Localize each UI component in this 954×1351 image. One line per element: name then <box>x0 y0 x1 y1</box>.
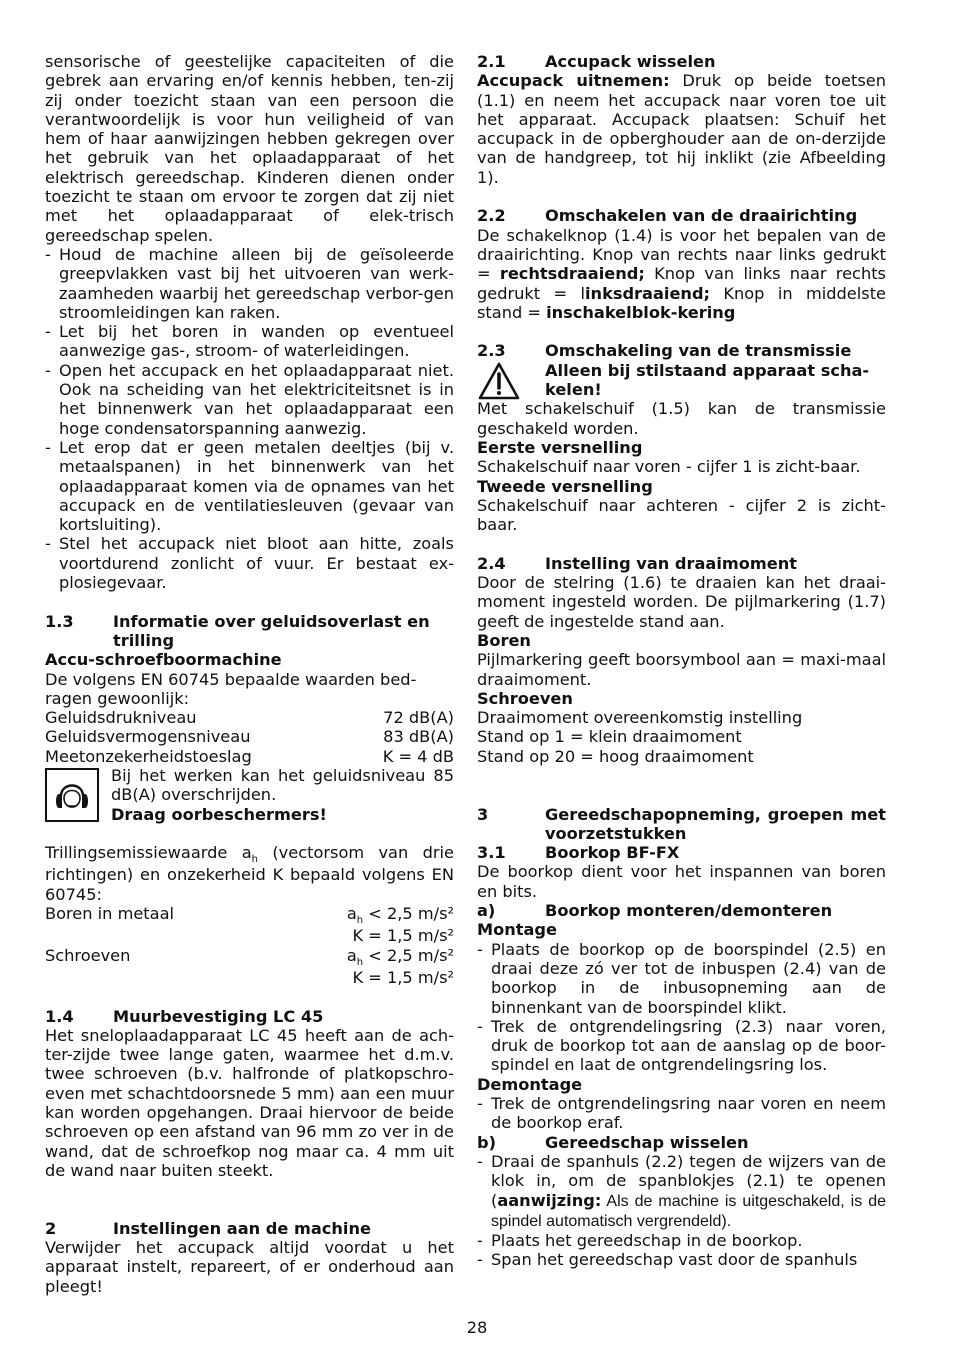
warning-text: Alleen bij stilstaand apparaat scha-kelen! <box>545 360 870 400</box>
first-gear-heading: Eerste versnelling <box>477 437 643 457</box>
list-item: - Let erop dat er geen metalen deeltjes (bij v. metaalspanen) in het binnenwerk van het oplaadapparaat komen via de opnames van het accupack en de ventilatiesleuven (gevaar van kortsluiting). <box>45 437 454 535</box>
list-item: - Draai de spanhuls (2.2) tegen de wijzers van de klok in, om de spanblokjes (2.1) te openen (aanwijzing: Als de machine is uitgeschakeld, is de spindel automatisch vergrendeld). <box>477 1151 886 1230</box>
section-heading-1-4: 1.4 Muurbevestiging LC 45 <box>45 1006 324 1026</box>
section-heading-2-4: 2.4 Instelling van draaimoment <box>477 553 797 573</box>
list-item: - Stel het accupack niet bloot aan hitte, zoals voortdurend zonlicht of vuur. Er bestaat ex-plosiegevaar. <box>45 534 454 593</box>
section-heading-2: 2 Instellingen aan de machine <box>45 1218 371 1238</box>
ear-protection-icon <box>45 768 99 822</box>
left-column <box>45 52 454 1296</box>
section-heading-3-1: 3.1 Boorkop BF-FX <box>477 843 680 863</box>
right-column <box>477 52 886 1270</box>
noise-warning-text: Bij het werken kan het geluidsniveau 85 dB(A) overschrijden. <box>111 765 454 805</box>
screwing-heading: Schroeven <box>477 688 573 708</box>
list-item: - Trek de ontgrendelingsring (2.3) naar voren, druk de boorkop tot aan de aanslag op de boor-spindel en laat de ontgrendelingsring los. <box>477 1016 886 1075</box>
noise-row: Geluidsdrukniveau 72 dB(A) <box>45 708 454 728</box>
section-heading-b: b) Gereedschap wisselen <box>477 1132 749 1152</box>
noise-warning-bold: Draag oorbeschermers! <box>111 804 327 824</box>
vibration-row: Schroeven $a_h < 2,5$ m/s² K = 1,5 m/s² <box>45 945 454 987</box>
ear-protection-notice <box>45 766 454 824</box>
torque-text: Door de stelring (1.6) te draaien kan het draai-moment ingesteld worden. De pijlmarkering (1.7) geeft de ingestelde stand aan. <box>477 573 886 631</box>
drilling-heading: Boren <box>477 630 531 650</box>
noise-row: Geluidsvermogensniveau 83 dB(A) <box>45 727 454 747</box>
rotation-text: De schakelknop (1.4) is voor het bepalen van de draairichting. Knop van rechts naar links gedrukt = rechtsdraaiend; Knop van links naar rechts gedrukt = linksdraaiend; Knop in middelste stand = inschakelblok-kering <box>477 225 887 322</box>
transmission-text: Met schakelschuif (1.5) kan de transmissie geschakeld worden. <box>477 399 886 438</box>
second-gear-text: Schakelschuif naar achteren - cijfer 2 is zicht-baar. <box>477 495 886 535</box>
section-heading-a: a) Boorkop monteren/demonteren <box>477 901 833 921</box>
screwing-line: Stand op 20 = hoog draaimoment <box>477 746 754 766</box>
screwing-line: Draaimoment overeenkomstig instelling <box>477 708 803 728</box>
section-heading-2-3: 2.3 Omschakeling van de transmissie <box>477 341 852 361</box>
intro-paragraph: sensorische of geestelijke capaciteiten of die gebrek aan ervaring en/of kennis hebben, ten-zij zij onder toezicht staan van een persoon die verantwoordelijk is voor hun veiligheid of van hem of haar aanwijzingen hebben gekregen over het gebruik van het oplaadapparaat of het elektrisch gereedschap. Kinderen dienen onder toezicht te staan om ervoor te zorgen dat zij niet met het oplaadapparaat of elek-trisch gereedschap spelen. <box>45 52 454 245</box>
noise-row: Meetonzekerheidstoeslag K = 4 dB <box>45 746 454 766</box>
noise-intro: De volgens EN 60745 bepaalde waarden bed-ragen gewoonlijk: <box>45 669 417 708</box>
wall-mount-text: Het sneloplaadapparaat LC 45 heeft aan de ach-ter-zijde twee lange gaten, waarmee het d.m.v. twee schroeven (b.v. halfronde of platkopschro-even met schachtdoorsnede 5 mm) aan een muur kan worden opgehangen. Draai hiervoor de beide schroeven op een afstand van 96 mm zo ver in de wand, dat de schroefkop nog maar ca. 4 mm uit de wand naar buiten steekt. <box>45 1025 454 1180</box>
list-item: - Let bij het boren in wanden op eventueel aanwezige gas-, stroom- of waterleidingen. <box>45 322 454 361</box>
list-item: - Span het gereedschap vast door de spanhuls <box>477 1250 858 1270</box>
second-gear-heading: Tweede versnelling <box>477 476 653 496</box>
disassembly-heading: Demontage <box>477 1074 583 1094</box>
warning-block <box>477 361 886 400</box>
page-number: 28 <box>466 1318 488 1337</box>
list-item: - Houd de machine alleen bij de geïsoleerde greepvlakken vast bij het uitvoeren van werk-zaamheden waarbij het gereedschap verbor-gen stroomleidingen kan raken. <box>45 244 454 322</box>
drilling-text: Pijlmarkering geeft boorsymbool aan = maxi-maal draaimoment. <box>477 650 886 689</box>
section-heading-2-1: 2.1 Accupack wisselen <box>477 52 716 71</box>
assembly-heading: Montage <box>477 920 557 940</box>
vibration-intro: Trillingsemissiewaarde $a_h$ (vectorsom van drie richtingen) en onzekerheid K bepaald volgens EN 60745: <box>45 843 454 904</box>
list-item: - Plaats het gereedschap in de boorkop. <box>477 1231 803 1251</box>
list-item: - Plaats de boorkop op de boorspindel (2.5) en draai deze zó ver tot de inbuspen (2.4) van de boorkop in de inbusopneming aan de binnenkant van de boorspindel klikt. <box>477 939 886 1017</box>
section-heading-1-3: 1.3 Informatie over geluidsoverlast en trilling <box>45 611 430 650</box>
settings-text: Verwijder het accupack altijd voordat u het apparaat instelt, repareert, of er onderhoud aan pleegt! <box>45 1238 454 1296</box>
machine-heading: Accu-schroefboormachine <box>45 650 282 670</box>
chuck-text: De boorkop dient voor het inspannen van boren en bits. <box>477 862 886 901</box>
list-item: - Trek de ontgrendelingsring naar voren en neem de boorkop eraf. <box>477 1094 886 1133</box>
battery-change-text: Accupack uitnemen: Druk op beide toetsen (1.1) en neem het accupack naar voren toe uit het apparaat. Accupack plaatsen: Schuif het accupack in de opberghouder aan de on-derzijde van de handgreep, tot hij inklikt (zie Afbeelding 1). <box>477 71 886 187</box>
list-item: - Open het accupack en het oplaadapparaat niet. Ook na scheiding van het elektriciteitsnet is in het binnenwerk van het oplaadapparaat een hoge condensatorspanning aanwezig. <box>45 360 454 438</box>
first-gear-text: Schakelschuif naar voren - cijfer 1 is zicht-baar. <box>477 457 861 477</box>
section-heading-2-2: 2.2 Omschakelen van de draairichting <box>477 206 858 226</box>
vibration-row: Boren in metaal $a_h < 2,5$ m/s² K = 1,5 m/s² <box>45 904 454 946</box>
screwing-line: Stand op 1 = klein draaimoment <box>477 727 742 747</box>
section-heading-3: 3 Gereedschapopneming, groepen met voorzetstukken <box>477 804 886 843</box>
